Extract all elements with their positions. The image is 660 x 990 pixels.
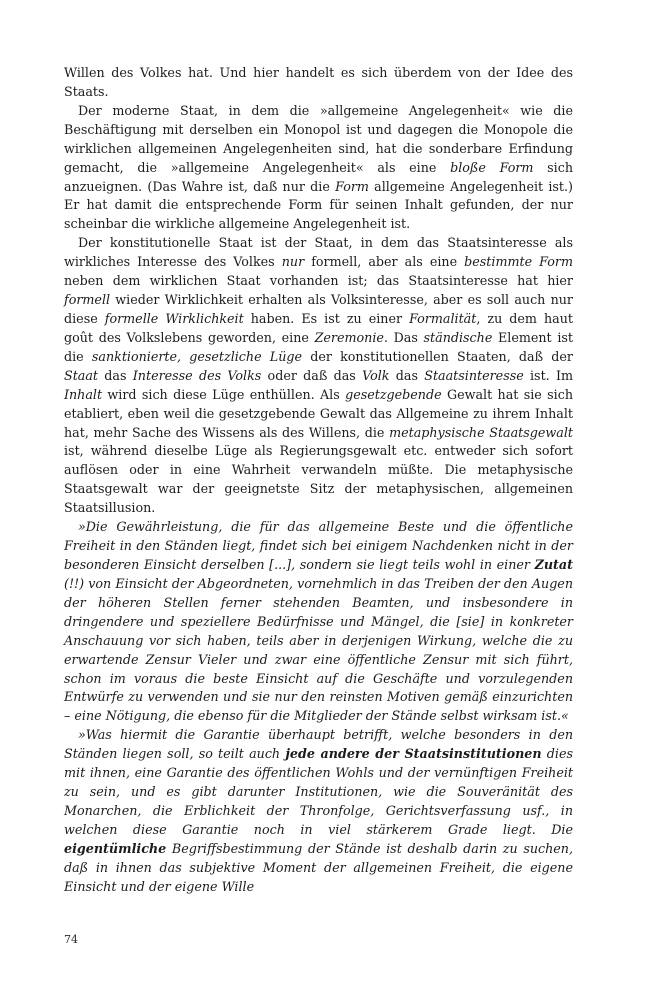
text-run: allgemeine Angelegenheit ist.) Er hat damit die entsprechende Form für seinen Inhalt gefunden, der nur scheinbar die wirkliche allgemeine Angelegenheit ist. bbox=[64, 178, 573, 232]
emphasis-italic: gesetzgebende bbox=[345, 386, 442, 402]
emphasis-italic: formelle Wirklichkeit bbox=[104, 310, 244, 326]
emphasis-italic: Formalität bbox=[409, 310, 477, 326]
text-run: das bbox=[389, 367, 425, 383]
emphasis-italic: Inhalt bbox=[64, 386, 103, 402]
body-paragraph bbox=[64, 102, 573, 234]
emphasis-italic: Zeremonie bbox=[314, 329, 384, 345]
emphasis-italic: nur bbox=[281, 254, 305, 270]
page-number: 74 bbox=[64, 933, 78, 946]
text-run: Gewalt hat sie sich etabliert, eben weil die gesetzgebende Gewalt das Allgemeine zu ihrem Inhalt hat, mehr Sache des Wissens als des Willens, die bbox=[64, 386, 573, 440]
text-run: oder daß das bbox=[261, 367, 363, 383]
text-run: ist, während dieselbe Lüge als Regierungsgewalt etc. entweder sich sofort auflösen oder in eine Wahrheit verwandeln müßte. Die metaphysische Staatsgewalt war der geeignetste Sitz der metaphysischen, allgemeinen Staatsillusion. bbox=[64, 443, 573, 516]
text-run: »Was hiermit die Garantie überhaupt betrifft, welche besonders in den Ständen liegen soll, so teilt auch bbox=[64, 727, 573, 762]
text-run: das bbox=[98, 367, 133, 383]
emphasis-bold: jede andere der Staatsinstitutionen bbox=[285, 746, 542, 762]
text-run: Begriffsbestimmung der Stände ist deshalb darin zu suchen, daß in ihnen das subjektive Moment der allgemeinen Freiheit, die eigene Einsicht und der eigene Wille bbox=[64, 840, 573, 894]
emphasis-italic: bloße Form bbox=[450, 159, 534, 175]
emphasis-italic: formell bbox=[64, 292, 111, 308]
emphasis-italic: Volk bbox=[362, 367, 390, 383]
text-run: Der moderne Staat, in dem die »allgemeine Angelegenheit« wie die Beschäftigung mit derselben ein Monopol ist und dagegen die Monopole die wirklichen allgemeinen Angelegenheiten sind, hat die sonderbare Erfindung gemacht, die »allgemeine Angelegenheit« als eine bbox=[64, 102, 573, 175]
text-run: ist. Im bbox=[523, 367, 574, 383]
emphasis-bold: eigentümliche bbox=[64, 840, 167, 856]
text-run: Willen des Volkes hat. Und hier handelt es sich überdem von der Idee des Staats. bbox=[64, 65, 573, 99]
text-run: formell, aber als eine bbox=[304, 254, 465, 270]
text-run: , zu dem haut goût des Volkslebens geworden, eine bbox=[64, 310, 573, 345]
text-run: der konstitutionellen Staaten, daß der bbox=[302, 348, 573, 364]
emphasis-italic: Form bbox=[335, 178, 369, 194]
body-paragraph bbox=[64, 64, 573, 102]
text-run: Der konstitutionelle Staat ist der Staat, in dem das Staatsinteresse als wirkliches Interesse des Volkes bbox=[64, 235, 573, 270]
emphasis-italic: sanktionierte, gesetzliche Lüge bbox=[91, 348, 303, 364]
text-run: . Das bbox=[383, 329, 424, 345]
text-run: (!!) von Einsicht der Abgeordneten, vornehmlich in das Treiben der den Augen der höheren Stellen ferner stehenden Beamten, und insbesondere in dringendere und speziellere Bedürfnisse und Mängel, die [sie] in konkreter Anschauung vor sich haben, teils aber in derjenigen Wirkung, welche die zu erwartende Zensur Vieler und zwar eine öffentliche Zensur mit sich führt, schon im voraus die beste Einsicht auf die Geschäfte und vorzulegenden Entwürfe zu verwenden und sie nur den reinsten Motiven gemäß einzurichten – eine Nötigung, die ebenso für die Mitglieder der Stände selbst wirksam ist.« bbox=[64, 575, 573, 724]
text-run: neben dem wirklichen Staat vorhanden ist; das Staatsinteresse hat hier bbox=[64, 273, 573, 289]
text-run: haben. Es ist zu einer bbox=[243, 310, 410, 326]
text-run: »Die Gewährleistung, die für das allgemeine Beste und die öffentliche Freiheit in den Ständen liegt, findet sich bei einigem Nachdenken nicht in der besonderen Einsicht derselben [...], sondern sie liegt teils wohl in einer bbox=[64, 519, 573, 572]
emphasis-italic: Interesse des Volks bbox=[132, 367, 262, 383]
page-body bbox=[64, 64, 573, 897]
emphasis-italic: metaphysische Staatsgewalt bbox=[389, 424, 573, 440]
quotation-paragraph bbox=[64, 726, 573, 896]
text-run: dies mit ihnen, eine Garantie des öffentlichen Wohls und der vernünftigen Freiheit zu sein, und es gibt darunter Institutionen, wie die Souveränität des Monarchen, die Erblichkeit der Thronfolge, Gerichtsverfassung usf., in welchen diese Garantie noch in viel stärkerem Grade liegt. Die bbox=[64, 746, 574, 837]
body-paragraph bbox=[64, 234, 573, 518]
text-run: wieder Wirklichkeit erhalten als Volksinteresse, aber es soll auch nur diese bbox=[64, 292, 573, 326]
quotation-paragraph bbox=[64, 518, 573, 726]
text-run: wird sich diese Lüge enthüllen. Als bbox=[102, 386, 346, 402]
emphasis-italic: bestimmte Form bbox=[464, 254, 574, 270]
text-run: Element ist die bbox=[64, 329, 573, 364]
emphasis-bold: Zutat bbox=[534, 556, 573, 572]
emphasis-italic: Staat bbox=[64, 367, 99, 383]
text-run: sich anzueignen. (Das Wahre ist, daß nur die bbox=[64, 159, 573, 194]
emphasis-italic: ständische bbox=[423, 329, 493, 345]
emphasis-italic: Staatsinteresse bbox=[424, 367, 524, 383]
